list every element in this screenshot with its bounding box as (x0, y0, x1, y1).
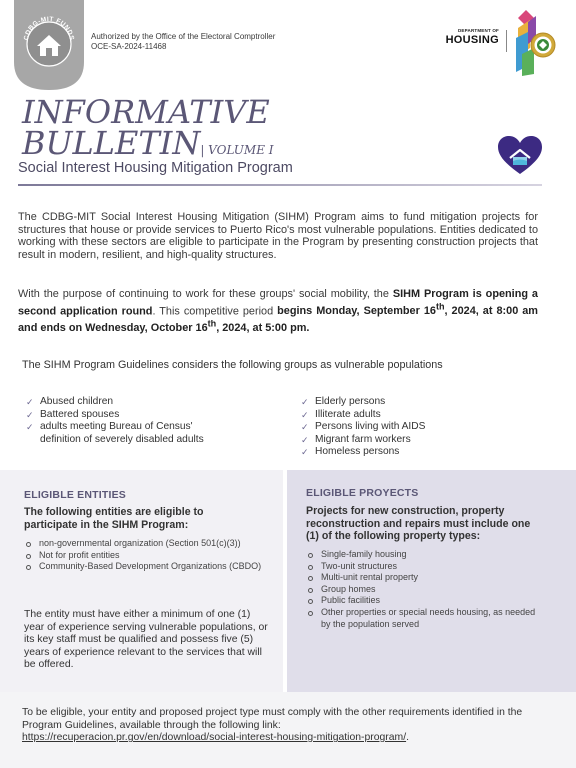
vulnerable-list-right (301, 396, 521, 459)
check-icon: ✓ (301, 434, 309, 445)
vulnerable-groups-heading: The SIHM Program Guidelines considers the following groups as vulnerable populations (22, 359, 443, 371)
entity-type-item: non-governmental organization (Section 501(c)(3)) (24, 538, 274, 550)
vulnerable-group-label: Battered spouses (40, 408, 120, 420)
entity-type-item: Community-Based Development Organizations (CBDO) (24, 561, 274, 573)
guidelines-link[interactable]: https://recuperacion.pr.gov/en/download/social-interest-housing-mitigation-program/ (22, 732, 407, 744)
p2-text: With the purpose of continuing to work for these groups' social mobility, the (18, 288, 393, 300)
entities-list (24, 538, 274, 573)
vulnerable-group-item (301, 421, 521, 434)
puerto-rico-seal-icon (512, 8, 558, 76)
vulnerable-group-item (301, 446, 521, 459)
vulnerable-group-item (301, 434, 521, 447)
check-icon: ✓ (26, 422, 34, 433)
vulnerable-group-item (26, 421, 226, 446)
program-subtitle: Social Interest Housing Mitigation Program (18, 160, 293, 176)
eligible-entities-heading: ELIGIBLE ENTITIES (24, 489, 126, 501)
authorization-line: Authorized by the Office of the Electoral Comptroller (91, 32, 276, 41)
vulnerable-group-item (26, 409, 226, 422)
vulnerable-group-item (301, 409, 521, 422)
footer-text: To be eligible, your entity and proposed project type must comply with the other requirements identified in the Program Guidelines, available through the following link: (22, 707, 523, 731)
badge-text: CDBG-MIT FUNDS (22, 15, 76, 41)
property-type-item: Multi-unit rental property (306, 572, 536, 584)
title-line-2: BULLETIN (22, 124, 201, 162)
check-icon: ✓ (301, 397, 309, 407)
vulnerable-group-label: adults meeting Bureau of Census' definition of severely disabled adults (40, 421, 204, 445)
vulnerable-group-label: Elderly persons (315, 396, 386, 407)
footer-period: . (406, 732, 409, 744)
vulnerable-group-item (301, 396, 521, 409)
entities-note: The entity must have either a minimum of one (1) year of experience serving vulnerable populations, or its key staff must be qualified and possess five (5) years of experience relevant to the services that will be offered. (24, 609, 268, 671)
check-icon: ✓ (26, 409, 34, 420)
entity-type-item: Not for profit entities (24, 550, 274, 562)
application-round-paragraph (18, 288, 538, 335)
entities-lead: The following entities are eligible to participate in the SIHM Program: (24, 506, 204, 531)
title-line-1: INFORMATIVE (22, 93, 270, 131)
cdbg-mit-funds-badge (14, 0, 84, 90)
dept-name: HOUSING (445, 34, 499, 46)
projects-lead: Projects for new construction, property reconstruction and repairs must include one (1) of the following property types: (306, 505, 531, 543)
property-type-item: Group homes (306, 584, 536, 596)
intro-paragraph: The CDBG-MIT Social Interest Housing Mitigation (SIHM) Program aims to fund mitigation projects for structures that house or provide services to Puerto Rico's most vulnerable populations. Entities dedicated to working with these sectors are eligible to participate in the Program by presenting construction projects that result in modern, resilient, and high-quality structures. (18, 211, 538, 261)
dept-label: DEPARTMENT OF (457, 28, 499, 33)
department-of-housing-logo (437, 28, 499, 46)
check-icon: ✓ (301, 409, 309, 420)
eligible-projects-heading: ELIGIBLE PROYECTS (306, 487, 419, 499)
projects-list (306, 549, 536, 630)
check-icon: ✓ (301, 447, 309, 458)
vulnerable-group-item (26, 396, 226, 409)
logo-divider (506, 30, 507, 52)
vulnerable-group-label: Homeless persons (315, 446, 400, 458)
property-type-item: Two-unit structures (306, 561, 536, 573)
authorization-note (91, 32, 275, 52)
check-icon: ✓ (301, 422, 309, 433)
vulnerable-list-left (26, 396, 226, 446)
bulletin-title (22, 93, 274, 166)
property-type-item: Public facilities (306, 595, 536, 607)
vulnerable-group-label: Migrant farm workers (315, 433, 411, 445)
property-type-item: Other properties or special needs housing, as needed by the population served (306, 607, 536, 630)
eligibility-footer (22, 707, 552, 745)
check-icon: ✓ (26, 397, 34, 407)
volume-label: | VOLUME I (200, 143, 274, 157)
vulnerable-group-label: Illiterate adults (315, 408, 381, 420)
title-divider (18, 184, 542, 186)
property-type-item: Single-family housing (306, 549, 536, 561)
p2-highlight: SIHM Program is opening a second application round (18, 288, 538, 318)
p2-dates: begins Monday, September 16th, 2024, at 8:00 am and ends on Wednesday, October 16th, 2024, at 5:00 pm. (18, 301, 538, 335)
vulnerable-group-label: Persons living with AIDS (315, 421, 426, 433)
authorization-number: OCE-SA-2024-11468 (91, 42, 167, 51)
vulnerable-group-label: Abused children (40, 396, 114, 407)
heart-house-icon (496, 134, 544, 176)
p2-text: . This competitive period (152, 305, 278, 318)
